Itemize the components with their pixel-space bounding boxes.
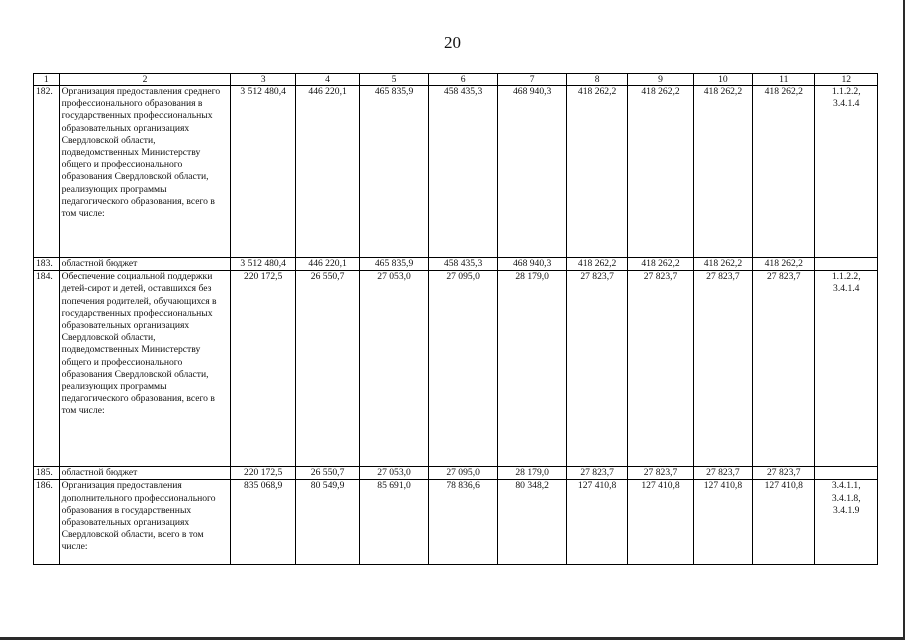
row-title: Обеспечение социальной поддержки детей-сирот и детей, оставшихся без попечения родителей, обучающихся в государственных профессиональных образовательных организациях Свердловской области, подведомственных Министерству общего и профессионального образования Свердловской области, реализующих программы педагогического образования, всего в том числе: (59, 271, 231, 467)
value-cell: 418 262,2 (628, 258, 693, 271)
column-header: 10 (693, 74, 752, 86)
row-number: 183. (34, 258, 60, 271)
goal-code (815, 258, 878, 271)
value-cell: 3 512 480,4 (231, 86, 295, 258)
column-header: 3 (231, 74, 295, 86)
table-row (34, 86, 878, 258)
table-row (34, 480, 878, 565)
value-cell: 27 823,7 (693, 271, 752, 467)
value-cell: 127 410,8 (693, 480, 752, 565)
column-header: 9 (628, 74, 693, 86)
value-cell: 80 348,2 (498, 480, 567, 565)
column-header: 7 (498, 74, 567, 86)
column-header: 11 (753, 74, 815, 86)
value-cell: 27 823,7 (628, 271, 693, 467)
value-cell: 465 835,9 (360, 258, 429, 271)
value-cell: 468 940,3 (498, 258, 567, 271)
value-cell: 418 262,2 (753, 86, 815, 258)
table-row (34, 271, 878, 467)
value-cell: 418 262,2 (566, 86, 627, 258)
value-cell: 27 823,7 (566, 271, 627, 467)
column-header: 1 (34, 74, 60, 86)
column-header: 12 (815, 74, 878, 86)
value-cell: 27 823,7 (693, 467, 752, 480)
value-cell: 446 220,1 (295, 86, 359, 258)
row-title: областной бюджет (59, 258, 231, 271)
row-title: Организация предоставления среднего профессионального образования в государственных профессиональных образовательных организациях Свердловской области, подведомственных Министерству общего и профессионального образования Свердловской области, реализующих программы педагогического образования, всего в том числе: (59, 86, 231, 258)
page-number: 20 (444, 33, 461, 52)
value-cell: 3 512 480,4 (231, 258, 295, 271)
row-number: 186. (34, 480, 60, 565)
value-cell: 80 549,9 (295, 480, 359, 565)
goal-code: 3.4.1.1, 3.4.1.8, 3.4.1.9 (815, 480, 878, 565)
column-header: 4 (295, 74, 359, 86)
value-cell: 127 410,8 (566, 480, 627, 565)
column-header: 2 (59, 74, 231, 86)
value-cell: 27 823,7 (753, 467, 815, 480)
value-cell: 26 550,7 (295, 271, 359, 467)
column-header: 5 (360, 74, 429, 86)
goal-code: 1.1.2.2, 3.4.1.4 (815, 271, 878, 467)
value-cell: 27 823,7 (753, 271, 815, 467)
value-cell: 27 095,0 (428, 467, 498, 480)
table-body (34, 74, 878, 565)
value-cell: 28 179,0 (498, 271, 567, 467)
value-cell: 27 823,7 (628, 467, 693, 480)
value-cell: 835 068,9 (231, 480, 295, 565)
value-cell: 220 172,5 (231, 271, 295, 467)
column-header: 8 (566, 74, 627, 86)
header-row (34, 74, 878, 86)
row-number: 182. (34, 86, 60, 258)
value-cell: 28 179,0 (498, 467, 567, 480)
table-row (34, 258, 878, 271)
value-cell: 85 691,0 (360, 480, 429, 565)
row-number: 185. (34, 467, 60, 480)
value-cell: 27 053,0 (360, 467, 429, 480)
value-cell: 446 220,1 (295, 258, 359, 271)
value-cell: 220 172,5 (231, 467, 295, 480)
value-cell: 468 940,3 (498, 86, 567, 258)
column-header: 6 (428, 74, 498, 86)
value-cell: 458 435,3 (428, 258, 498, 271)
value-cell: 78 836,6 (428, 480, 498, 565)
row-number: 184. (34, 271, 60, 467)
value-cell: 27 823,7 (566, 467, 627, 480)
value-cell: 127 410,8 (628, 480, 693, 565)
value-cell: 418 262,2 (753, 258, 815, 271)
row-title: Организация предоставления дополнительного профессионального образования в государственных образовательных организациях Свердловской области, всего в том числе: (59, 480, 231, 565)
value-cell: 26 550,7 (295, 467, 359, 480)
goal-code: 1.1.2.2, 3.4.1.4 (815, 86, 878, 258)
value-cell: 418 262,2 (566, 258, 627, 271)
row-title: областной бюджет (59, 467, 231, 480)
table-row (34, 467, 878, 480)
value-cell: 127 410,8 (753, 480, 815, 565)
value-cell: 418 262,2 (693, 258, 752, 271)
value-cell: 418 262,2 (628, 86, 693, 258)
goal-code (815, 467, 878, 480)
budget-table (33, 73, 878, 565)
value-cell: 27 095,0 (428, 271, 498, 467)
value-cell: 458 435,3 (428, 86, 498, 258)
value-cell: 465 835,9 (360, 86, 429, 258)
value-cell: 418 262,2 (693, 86, 752, 258)
value-cell: 27 053,0 (360, 271, 429, 467)
